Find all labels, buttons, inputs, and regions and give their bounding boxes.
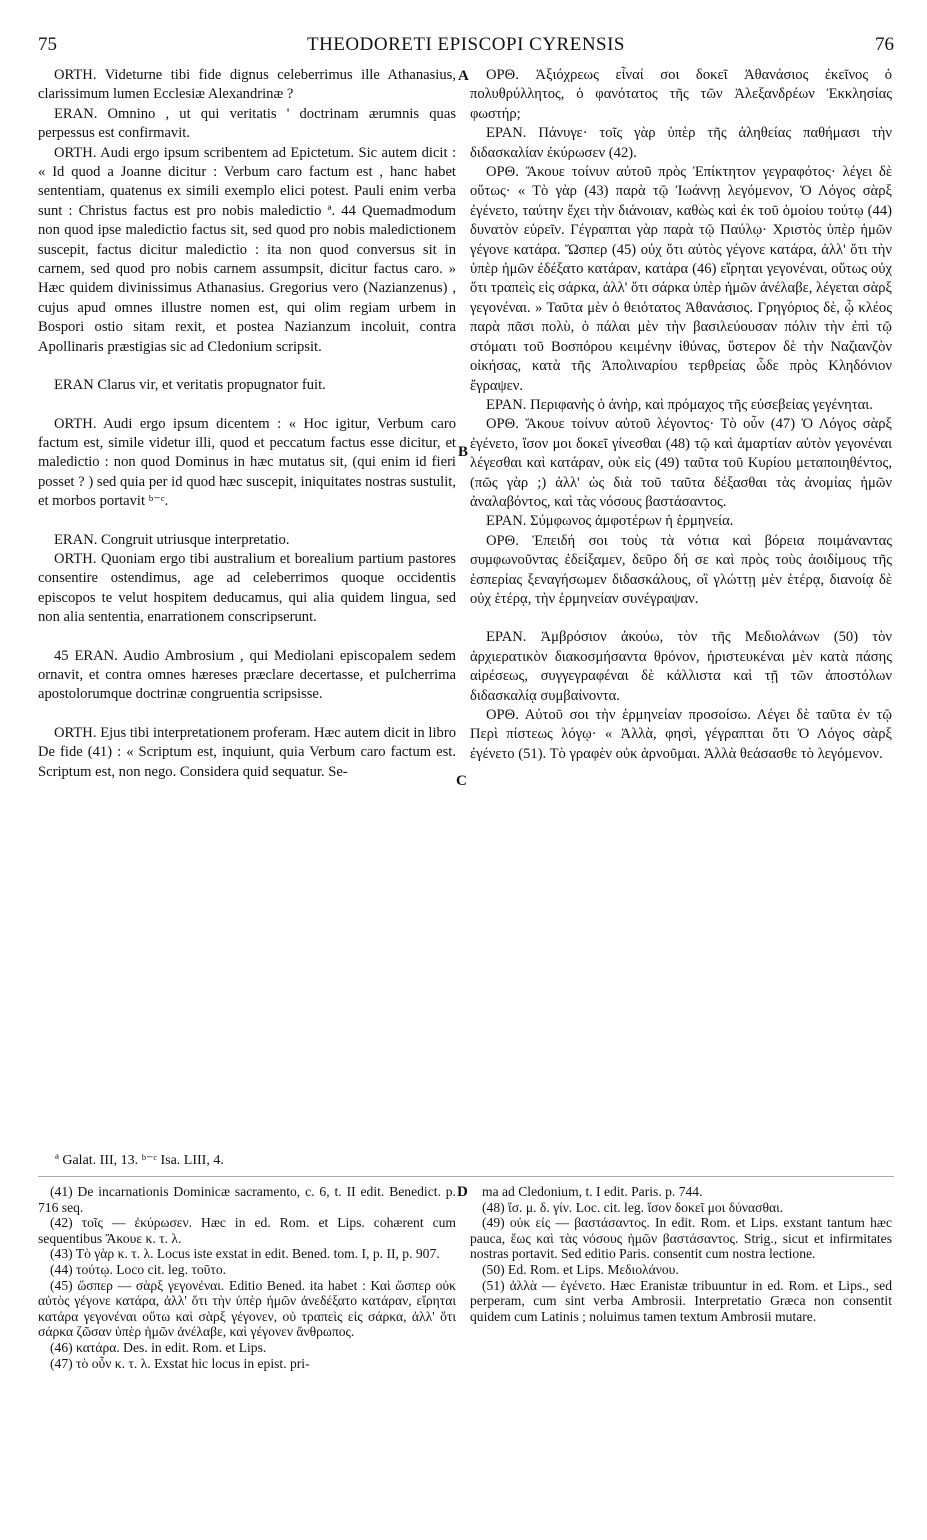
greek-paragraph: ΕΡΑΝ. Πάνυγε· τοῖς γὰρ ὑπὲρ τῆς ἀληθείας παθήμασι τὴν διδασκαλίαν ἐκύρωσεν (42). [470, 125, 892, 161]
greek-paragraph: ΕΡΑΝ. Περιφανὴς ὁ ἀνὴρ, καὶ πρόμαχος τῆς εὐσεβείας γεγένηται. [486, 396, 873, 413]
latin-paragraph: ORTH. Audi ergo ipsum scribentem ad Epictetum. Sic autem dicit : « Id quod a Joanne dicitur : Verbum caro factum est , hanc habet sententiam, quatenus ex simili exemplo elici potest. Pauli enim verba sunt : Christus factus est pro nobis maledictio ª. 44 Quemadmodum non quod ipse maledictio factus sit, sed quod pro nobis maledictionem suscepit, factus dicitur maledictio : ita non quod conversus sit in carnem, sed quod pro nobis carnem assumpsit, dicitur factus caro. » Hæc quidem divinissimus Athanasius. Gregorius vero (Nazianzenus) , cujus apud omnes illustre nomen est, qui olim regiam urbem in Bospori ostio sitam rexit, et postea Nazianzum incoluit, contra Apollinaris præstigias sic ad Cledonium scripsit. [38, 144, 456, 355]
footnote: (51) ἀλλὰ — ἐγένετο. Hæc Eranistæ tribuuntur in ed. Rom. et Lips., sed perperam, cum sint verba Ambrosii. Interpretatio Græca non consentit quidem cum Latinis ; noluimus tamen textum Ambrosii mutare. [470, 1277, 892, 1324]
latin-paragraph: ORTH. Videturne tibi fide dignus celeberrimus ille Athanasius, clarissimum lumen Ecclesiæ Alexandrinæ ? [38, 67, 456, 103]
margin-letter-b: B [458, 444, 469, 460]
latin-paragraph: ERAN. Omnino , ut qui veritatis ' doctrinam ærumnis quas perpessus est confirmavit. [38, 105, 456, 142]
greek-paragraph: ΟΡΘ. Ἀξιόχρεως εἶναί σοι δοκεῖ Ἀθανάσιος ἐκεῖνος ὁ πολυθρύλλητος, ὁ φανότατος τῆς τῶν Ἀλεξανδρέων Ἐκκλησίας φωστήρ; [470, 67, 892, 122]
running-title: THEODORETI EPISCOPI CYRENSIS [306, 34, 626, 55]
page-number-right: 76 [875, 34, 894, 55]
margin-letter-d: D [457, 1184, 468, 1200]
footnote: (42) τοῖς — ἐκύρωσεν. Hæc in ed. Rom. et Lips. cohærent cum sequentibus Ἄκουε κ. τ. λ. [38, 1215, 456, 1246]
latin-paragraph: ERAN. Congruit utriusque interpretatio. [54, 531, 290, 548]
greek-paragraph: ΕΡΑΝ. Σύμφωνος ἀμφοτέρων ἡ ἑρμηνεία. [486, 513, 734, 530]
footnote: (43) Τὸ γὰρ κ. τ. λ. Locus iste exstat in edit. Bened. tom. I, p. II, p. 907. [50, 1246, 440, 1262]
greek-paragraph: ΕΡΑΝ. Ἀμβρόσιον ἀκούω, τὸν τῆς Μεδιολάνων (50) τὸν ἀρχιερατικὸν διακοσμήσαντα θρόνον, ἠριστευκέναι μὲν κατὰ πάσης αἱρέσεως, συγγεγραφέναι δὲ κάλλιστα καὶ τῇ τῶν ἀποστόλων διδασκαλίᾳ συμβαίνοντα. [470, 629, 892, 704]
scripture-references: ª Galat. III, 13. ᵇ⁻ᶜ Isa. LIII, 4. [55, 1153, 224, 1168]
footnote: (50) Ed. Rom. et Lips. Μεδιολάνου. [482, 1261, 679, 1277]
margin-letter-c: C [456, 773, 467, 789]
footnote: (46) κατάρα. Des. in edit. Rom. et Lips. [50, 1339, 267, 1355]
greek-paragraph: ΟΡΘ. Ἄκουε τοίνυν αὐτοῦ λέγοντος· Τὸ οὖν (47) Ὁ Λόγος σὰρξ ἐγένετο, ἴσον μοι δοκεῖ γίνεσθαι (48) τῷ καὶ ἁμαρτίαν αὐτὸν γεγονέναι λέγεσθαι καὶ κατάραν, οὐκ εἰς (49) ταῦτα τοῦ Κυρίου μεταποιηθέντος, (πῶς γὰρ ;) ἀλλ' ὡς διὰ τοῦ ταῦτα δέξασθαι τὰς ἀνομίας ἡμῶν ἀναλαβόντος, καὶ τὰς νόσους βαστάσαντος. [470, 416, 892, 510]
greek-paragraph: ΟΡΘ. Ἐπειδή σοι τοὺς τὰ νότια καὶ βόρεια ποιμάναντας συμφωνοῦντας ἐδείξαμεν, δεῦρο δή σε καὶ πρὸς τοὺς ἀοιδίμους τῆς ἑσπερίας ξεναγήσωμεν διδασκάλους, οἳ γλώττῃ μὲν ἑτέρᾳ, διανοίᾳ δὲ οὐχ ἑτέρᾳ, τὴν ἑρμηνείαν συνέγραψαν. [470, 532, 892, 607]
latin-paragraph: ORTH. Quoniam ergo tibi australium et borealium partium pastores consentire ostendimus, age ad celeberrimos quoque occidentis episcopos te velut hospitem deducamus, qui alia quidem lingua, sed non alia sententia, enarrationem conscripserunt. [38, 550, 456, 626]
greek-paragraph: ΟΡΘ. Αὐτοῦ σοι τὴν ἑρμηνείαν προσοίσω. Λέγει δὲ ταῦτα ἐν τῷ Περὶ πίστεως λόγῳ· « Ἀλλὰ, φησὶ, γέγραπται ὅτι Ὁ Λόγος σὰρξ ἐγένετο (51). Τὸ γραφὲν οὐκ ἀρνοῦμαι. Ἀλλὰ θεάσασθε τὸ λεγόμενον. [470, 707, 892, 762]
footnote: ma ad Cledonium, t. I edit. Paris. p. 744. [482, 1184, 703, 1199]
notes-right-column [470, 1184, 892, 1324]
footnote: (48) ἴσ. μ. δ. γίν. Loc. cit. leg. ἴσον δοκεῖ μοι δύνασθαι. [482, 1199, 784, 1215]
notes-left-column [38, 1184, 456, 1371]
margin-letter-a: A [458, 68, 469, 84]
footnote: (49) οὐκ εἰς — βαστάσαντος. In edit. Rom. et Lips. exstant tantum hæc pauca, ἕως καὶ τὰς νόσους ἡμῶν βαστάσαντος. Strig., sicut et infirmitates nostras portavit. Sed editio Paris. consentit cum nostra lectione. [470, 1215, 892, 1262]
greek-column [470, 66, 892, 764]
footnote: (45) ὥσπερ — σὰρξ γεγονέναι. Editio Bened. ita habet : Καὶ ὥσπερ οὐκ αὐτὸς γέγονε κατάρα, ἀλλ' ὅτι τὴν ὑπὲρ ἡμῶν ἀνεδέξατο κατάραν, εἴρηται κατάρα γεγονέναι οὕτω καὶ σὰρξ γέγονεν, οὐ τραπεὶς εἰς σάρκα, ἀλλ' ὅτι σάρκα ζῶσαν ὑπὲρ ἡμῶν ἀνέλαβε, καὶ γέγονεν ἄνθρωπος. [38, 1277, 456, 1340]
notes-divider [38, 1176, 894, 1177]
latin-paragraph: ORTH. Audi ergo ipsum dicentem : « Hoc igitur, Verbum caro factum est, simile videtur illi, quod et peccatum factus esse dicitur, et maledictio : non quod Dominus in hæc mutatus sit, (qui enim id fieri posset ? ) sed quia per id quod hæc suscepit, iniquitates nostras sustulit, et morbos portavit ᵇ⁻ᶜ. [38, 415, 456, 510]
latin-paragraph: ORTH. Ejus tibi interpretationem proferam. Hæc autem dicit in libro De fide (41) : « Scriptum est, inquiunt, quia Verbum caro factum est. Scriptum est, non nego. Considera quid sequatur. Se- [38, 724, 456, 780]
footnote: (41) De incarnationis Dominicæ sacramento, c. 6, t. II edit. Benedict. p. 716 seq. [38, 1184, 456, 1215]
page-header [38, 34, 894, 60]
greek-paragraph: ΟΡΘ. Ἄκουε τοίνυν αὐτοῦ πρὸς Ἐπίκτητον γεγραφότος· λέγει δὲ οὕτως· « Τὸ γὰρ (43) παρὰ τῷ Ἰωάννῃ λεγόμενον, Ὁ Λόγος σὰρξ ἐγένετο, ταύτην ἔχει τὴν διάνοιαν, καθὼς καὶ ἐκ τοῦ ὁμοίου τούτῳ (44) δυνατὸν εὑρεῖν. Γέγραπται γὰρ παρὰ τῷ Παύλῳ· Χριστὸς ὑπὲρ ἡμῶν γέγονε κατάρα. Ὥσπερ (45) οὐχ ὅτι αὐτὸς γέγονε κατάρα, ἀλλ' ὅτι τὴν ὑπὲρ ἡμῶν ἐδέξατο κατάραν, κατάρα (46) εἴρηται γεγονέναι, οὕτως οὐχ ὅτι τραπεὶς εἰς σάρκα, ἀλλ' ὅτι σάρκα ὑπὲρ ἡμῶν ἀνέλαβε, λέγεται σὰρξ γεγονέναι. » Ταῦτα μὲν ὁ θειότατος Ἀθανάσιος. Γρηγόριος δὲ, ᾧ κλέος παρὰ πᾶσι πολὺ, ὁ πάλαι μὲν τὴν βασιλεύουσαν πόλιν τὴν ἐπὶ τῷ στόματι τοῦ Βοσπόρου κειμένην ἰθύνας, ὕστερον δὲ τὴν Ναζιανζὸν οἰκήσας, κατὰ τῆς Ἀπολιναρίου τερθρείας ὧδε πρὸς Κληδόνιον ἔγραψεν. [470, 164, 892, 394]
footnote: (47) τὸ οὖν κ. τ. λ. Exstat hic locus in epist. pri- [50, 1355, 310, 1371]
latin-paragraph: 45 ERAN. Audio Ambrosium , qui Mediolani episcopalem sedem ornavit, et contra omnes hæreses præclare decertasse, et pulcherrima apostolorumque doctrinæ congruentia scripsisse. [38, 647, 456, 703]
page-number-left: 75 [38, 34, 57, 55]
latin-paragraph: ERAN Clarus vir, et veritatis propugnator fuit. [54, 377, 326, 394]
footnote: (44) τούτῳ. Loco cit. leg. τοῦτο. [50, 1261, 227, 1277]
latin-column [38, 66, 456, 782]
